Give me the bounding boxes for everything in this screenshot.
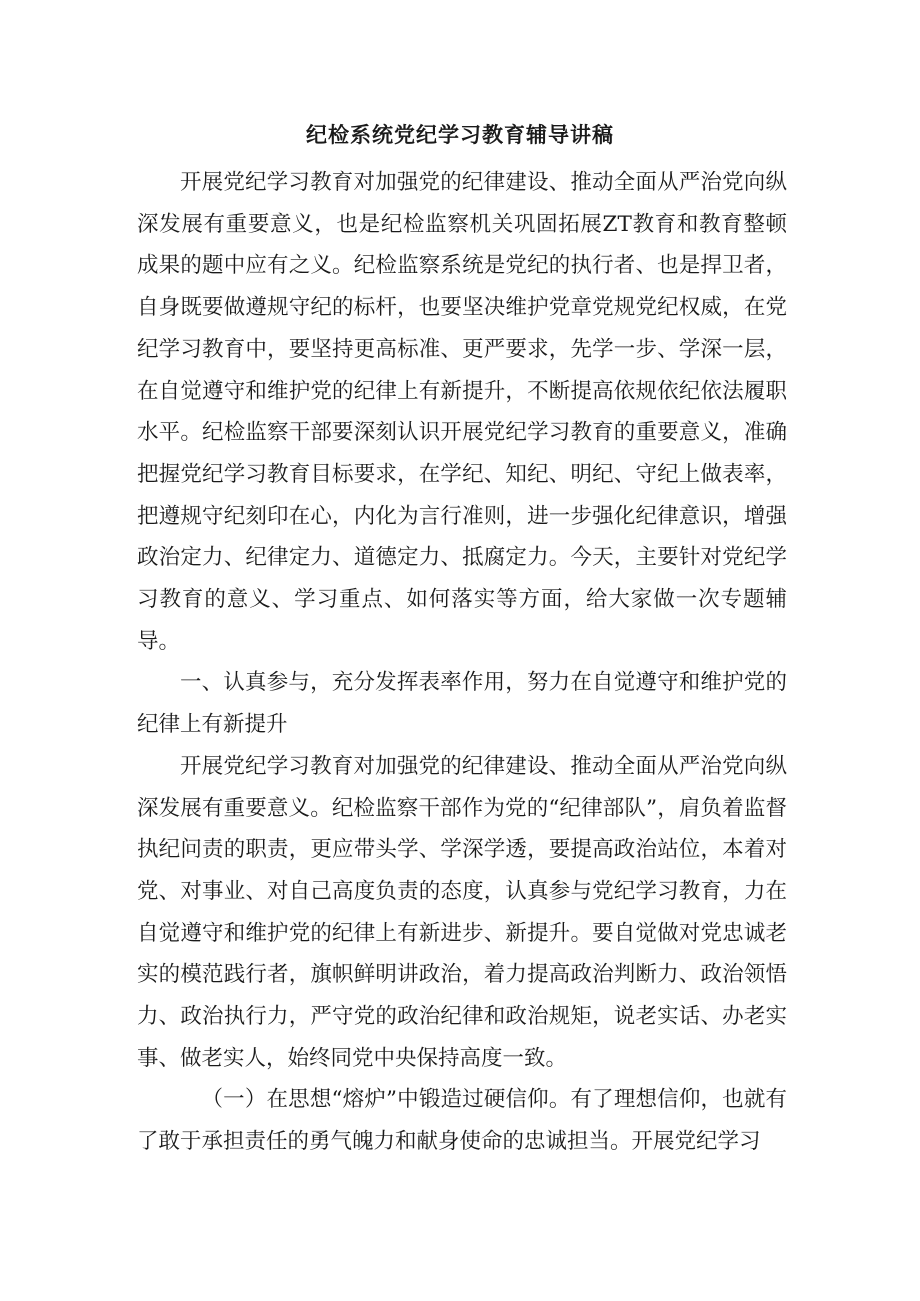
section-heading-1: 一、认真参与，充分发挥表率作用，努力在自觉遵守和维护党的纪律上有新提升 <box>137 670 787 738</box>
document-title: 纪检系统党纪学习教育辅导讲稿 <box>306 123 614 147</box>
paragraph-section-1: 开展党纪学习教育对加强党的纪律建设、推动全面从严治党向纵深发展有重要意义。纪检监察干部作为党的“纪律部队”，肩负着监督执纪问责的职责，更应带头学、学深学透，要提高政治站位，本着对党、对事业、对自己高度负责的态度，认真参与党纪学习教育，力在自觉遵守和维护党的纪律上有新进步、新提升。要自觉做对党忠诚老实的模范践行者，旗帜鲜明讲政治，着力提高政治判断力、政治领悟力、政治执行力，严守党的政治纪律和政治规矩，说老实话、办老实事、做老实人，始终同党中央保持高度一致。 <box>137 753 787 1071</box>
document-body <box>137 162 787 1163</box>
subsection-1-1: （一）在思想“熔炉”中锻造过硬信仰。有了理想信仰，也就有了敢于承担责任的勇气魄力和献身使命的忠诚担当。开展党纪学习 <box>137 1087 787 1155</box>
paragraph-intro: 开展党纪学习教育对加强党的纪律建设、推动全面从严治党向纵深发展有重要意义，也是纪检监察机关巩固拓展ZT教育和教育整顿成果的题中应有之义。纪检监察系统是党纪的执行者、也是捍卫者，自身既要做遵规守纪的标杆，也要坚决维护党章党规党纪权威，在党纪学习教育中，要坚持更高标准、更严要求，先学一步、学深一层，在自觉遵守和维护党的纪律上有新提升，不断提高依规依纪依法履职水平。纪检监察干部要深刻认识开展党纪学习教育的重要意义，准确把握党纪学习教育目标要求，在学纪、知纪、明纪、守纪上做表率，把遵规守纪刻印在心，内化为言行准则，进一步强化纪律意识，增强政治定力、纪律定力、道德定力、抵腐定力。今天，主要针对党纪学习教育的意义、学习重点、如何落实等方面，给大家做一次专题辅导。 <box>137 170 787 654</box>
